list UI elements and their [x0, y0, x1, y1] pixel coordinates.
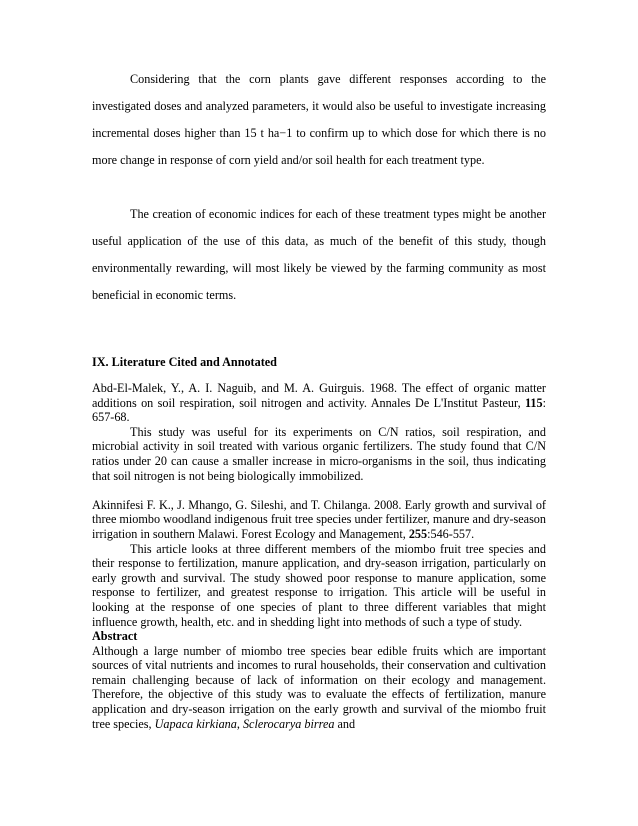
reference-annotation: This article looks at three different members of the miombo fruit tree species and their response to fertilization, manure application, and dry-season irrigation, particularly on early growth and survival. The study showed poor response to manure application, some response to fertilizer, and greatest response to irrigation. This article will be useful in looking at the response of one species of plant to three different variables that might influence growth, health, etc. and in shedding light into methods of such a type of study. — [92, 541, 546, 629]
separator: , — [236, 716, 243, 731]
paragraph-economic-indices: The creation of economic indices for each of these treatment types might be another useful application of the use of this data, as much of the benefit of this study, though environmentally rewarding, will most likely be viewed by the farming community as most beneficial in economic terms. — [92, 207, 546, 302]
page-range: : 657-68. — [92, 395, 546, 425]
volume-number: 115 — [525, 395, 543, 410]
abstract-continuation: and — [334, 716, 356, 731]
citation-text: Abd-El-Malek, Y., A. I. Naguib, and M. A. Guirguis. 1968. The effect of organic matter additions on soil respiration, soil nitrogen and activity. Annales De L'Institut Pasteur, — [92, 381, 546, 410]
abstract-text — [92, 644, 546, 732]
volume-number: 255 — [408, 526, 428, 541]
species-name: Sclerocarya birrea — [242, 716, 335, 731]
abstract-body: Although a large number of miombo tree species bear edible fruits which are important sources of vital nutrients and incomes to rural households, their conservation and cultivation remain challenging because of lack of information on their ecology and management. Therefore, the objective of this study was to evaluate the effects of fertilization, manure application and dry-season irrigation on the early growth and survival of the miombo fruit tree species, — [92, 643, 546, 731]
paragraph-corn-doses: Considering that the corn plants gave different responses according to the investigated doses and analyzed parameters, it would also be useful to investigate increasing incremental doses higher than 15 t ha−1 to confirm up to which dose for which there is no more change in response of corn yield and/or soil health for each treatment type. — [92, 72, 546, 167]
abstract-label: Abstract — [92, 629, 138, 644]
page-range: :546-557. — [427, 526, 475, 541]
reference-annotation: This study was useful for its experiments on C/N ratios, soil respiration, and microbial activity in soil treated with various organic fertilizers. The study found that C/N ratios under 20 can cause a smaller increase in micro-organisms in the soil, thus indicating that soil nitrogen is not being biologically immobilized. — [92, 424, 546, 483]
reference-citation — [92, 498, 546, 542]
species-name: Uapaca kirkiana — [154, 716, 237, 731]
reference-citation — [92, 381, 546, 425]
section-heading: IX. Literature Cited and Annotated — [92, 355, 277, 369]
citation-text: Akinnifesi F. K., J. Mhango, G. Sileshi, and T. Chilanga. 2008. Early growth and survival of three miombo woodland indigenous fruit tree species under fertilizer, manure and dry-season irrigation in southern Malawi. Forest Ecology and Management, — [92, 497, 546, 541]
references-list — [92, 381, 546, 731]
